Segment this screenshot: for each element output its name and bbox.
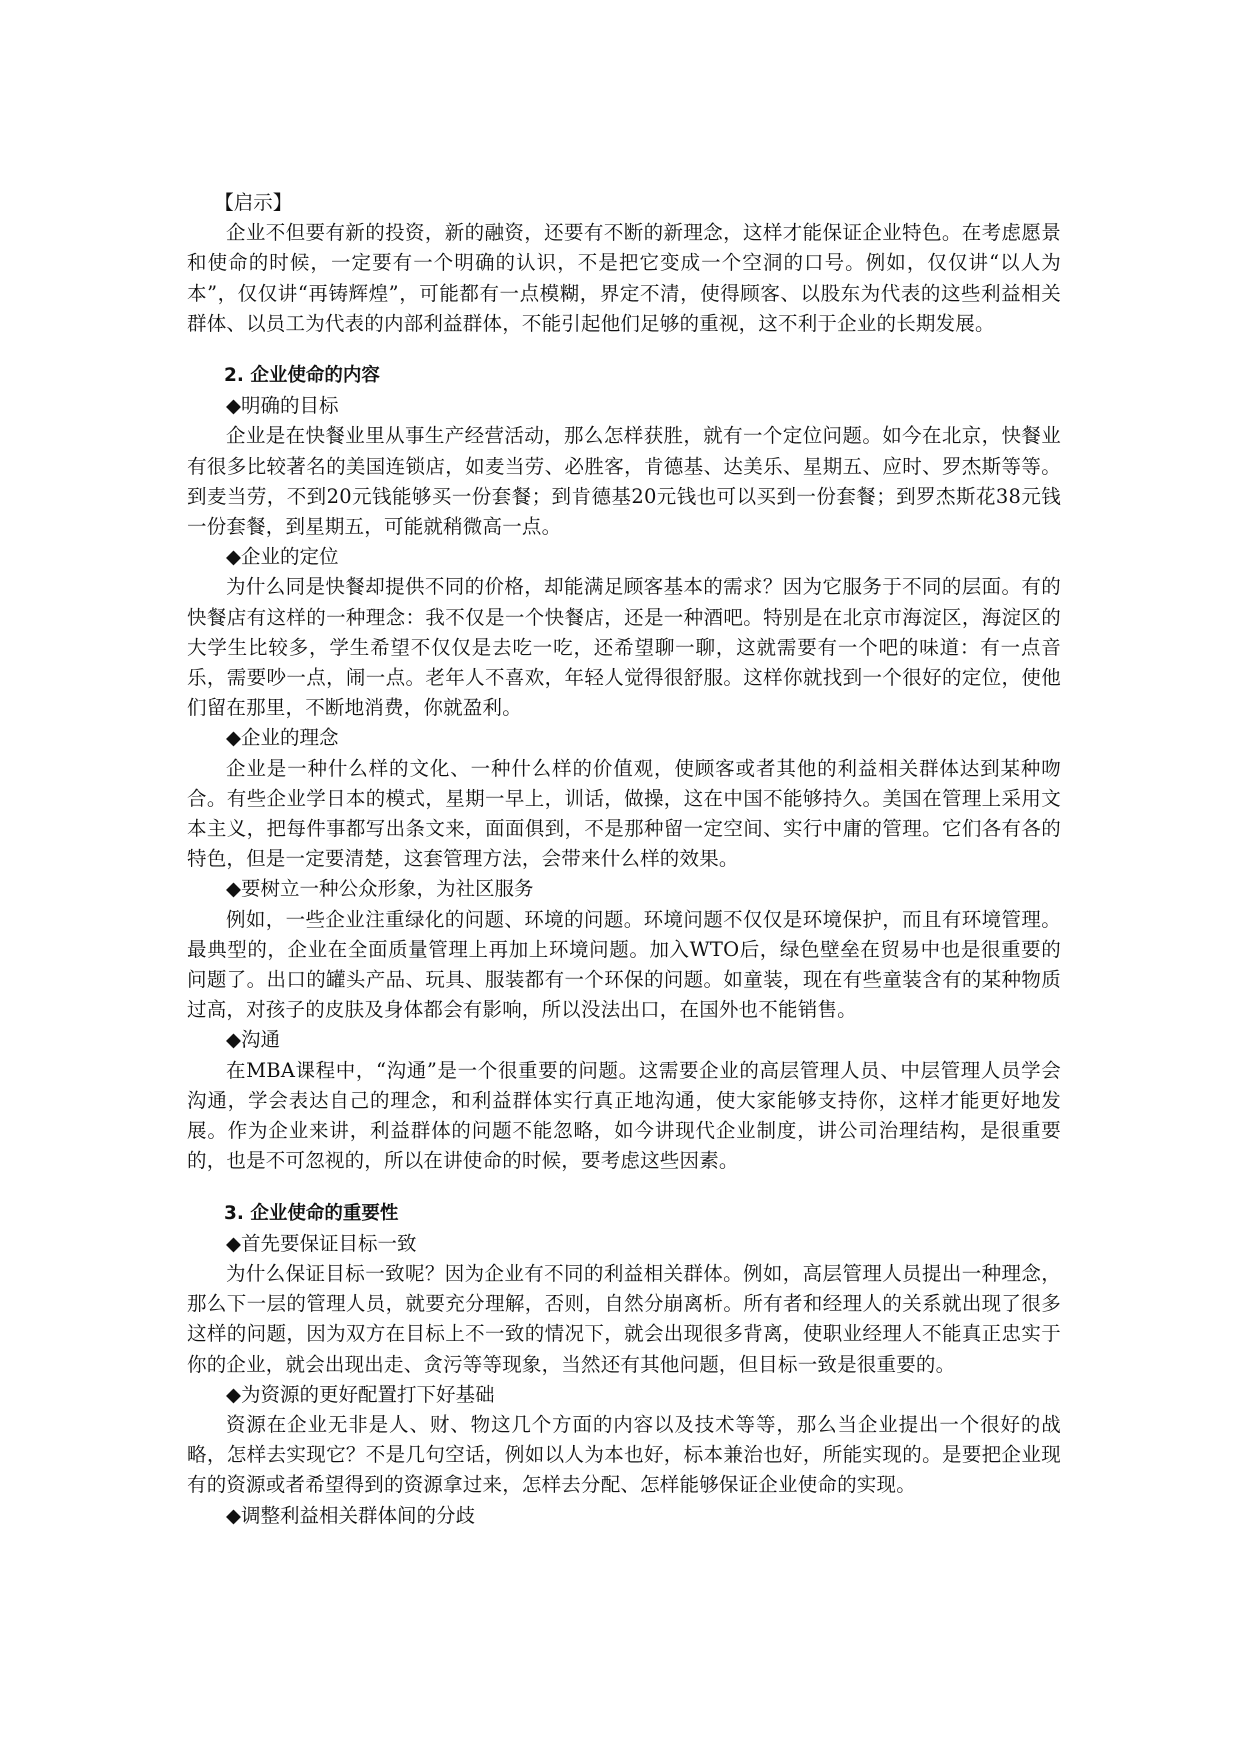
body-paragraph: 例如，一些企业注重绿化的问题、环境的问题。环境问题不仅仅是环境保护，而且有环境管理。最典型的，企业在全面质量管理上再加上环境问题。加入WTO后，绿色壁垒在贸易中也是很重要的问题了。出口的罐头产品、玩具、服装都有一个环保的问题。如童装，现在有些童装含有的某种物质过高，对孩子的皮肤及身体都会有影响，所以没法出口，在国外也不能销售。 bbox=[187, 907, 1061, 1022]
bullet-heading: ◆调整利益相关群体间的分歧 bbox=[226, 1503, 475, 1527]
bullet-heading: ◆沟通 bbox=[226, 1028, 280, 1052]
body-paragraph: 为什么同是快餐却提供不同的价格，却能满足顾客基本的需求？因为它服务于不同的层面。有的快餐店有这样的一种理念：我不仅是一个快餐店，还是一种酒吧。特别是在北京市海淀区，海淀区的大学生比较多，学生希望不仅仅是去吃一吃，还希望聊一聊，这就需要有一个吧的味道：有一点音乐，需要吵一点，闹一点。老年人不喜欢，年轻人觉得很舒服。这样你就找到一个很好的定位，使他们留在那里，不断地消费，你就盈利。 bbox=[187, 575, 1061, 720]
section-2-heading: 2. 企业使命的内容 bbox=[224, 365, 380, 387]
body-paragraph: 为什么保证目标一致呢？因为企业有不同的利益相关群体。例如，高层管理人员提出一种理念，那么下一层的管理人员，就要充分理解，否则，自然分崩离析。所有者和经理人的关系就出现了很多这样的问题，因为双方在目标上不一致的情况下，就会出现很多背离，使职业经理人不能真正忠实于你的企业，就会出现出走、贪污等等现象，当然还有其他问题，但目标一致是很重要的。 bbox=[187, 1261, 1061, 1376]
section-3-heading: 3. 企业使命的重要性 bbox=[224, 1202, 399, 1224]
body-paragraph: 企业是在快餐业里从事生产经营活动，那么怎样获胜，就有一个定位问题。如今在北京，快餐业有很多比较著名的美国连锁店，如麦当劳、必胜客，肯德基、达美乐、星期五、应时、罗杰斯等等。到麦当劳，不到20元钱能够买一份套餐；到肯德基20元钱也可以买到一份套餐；到罗杰斯花38元钱一份套餐，到星期五，可能就稍微高一点。 bbox=[187, 424, 1061, 539]
bullet-heading: ◆要树立一种公众形象，为社区服务 bbox=[226, 877, 534, 901]
insight-paragraph: 企业不但要有新的投资，新的融资，还要有不断的新理念，这样才能保证企业特色。在考虑愿景和使命的时候，一定要有一个明确的认识，不是把它变成一个空洞的口号。例如，仅仅讲“以人为本”，仅仅讲“再铸辉煌”，可能都有一点模糊，界定不清，使得顾客、以股东为代表的这些利益相关群体、以员工为代表的内部利益群体，不能引起他们足够的重视，这不利于企业的长期发展。 bbox=[187, 221, 1061, 335]
bullet-heading: ◆首先要保证目标一致 bbox=[226, 1231, 417, 1255]
body-paragraph: 企业是一种什么样的文化、一种什么样的价值观，使顾客或者其他的利益相关群体达到某种吻合。有些企业学日本的模式，星期一早上，训话，做操，这在中国不能够持久。美国在管理上采用文本主义，把每件事都写出条文来，面面俱到，不是那种留一定空间、实行中庸的管理。它们各有各的特色，但是一定要清楚，这套管理方法，会带来什么样的效果。 bbox=[187, 756, 1061, 871]
bullet-heading: ◆企业的定位 bbox=[226, 545, 339, 569]
bullet-heading: ◆明确的目标 bbox=[226, 394, 339, 418]
body-paragraph: 在MBA课程中，“沟通”是一个很重要的问题。这需要企业的高层管理人员、中层管理人员学会沟通，学会表达自己的理念，和利益群体实行真正地沟通，使大家能够支持你，这样才能更好地发展。作为企业来讲，利益群体的问题不能忽略，如今讲现代企业制度，讲公司治理结构，是很重要的，也是不可忽视的，所以在讲使命的时候，要考虑这些因素。 bbox=[187, 1058, 1061, 1173]
body-paragraph: 资源在企业无非是人、财、物这几个方面的内容以及技术等等，那么当企业提出一个很好的战略，怎样去实现它？不是几句空话，例如以人为本也好，标本兼治也好，所能实现的。是要把企业现有的资源或者希望得到的资源拿过来，怎样去分配、怎样能够保证企业使命的实现。 bbox=[187, 1412, 1061, 1497]
bullet-heading: ◆企业的理念 bbox=[226, 726, 339, 750]
bullet-heading: ◆为资源的更好配置打下好基础 bbox=[226, 1382, 495, 1406]
insight-label: 【启示】 bbox=[214, 191, 293, 214]
